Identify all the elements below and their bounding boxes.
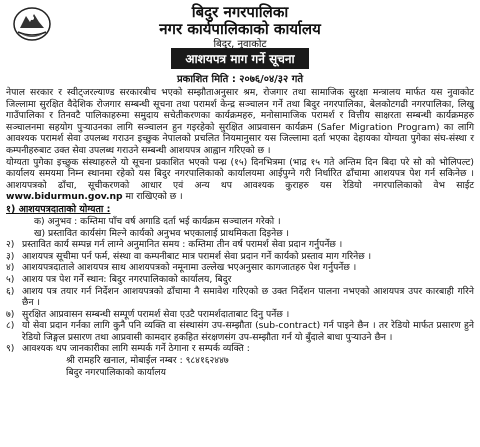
contact-office: बिदुर नगरपालिकाको कार्यालय [66,366,166,378]
list-item: २) प्रस्तावित कार्य सम्पन्न गर्न लाग्ने अनुमानित समय : कम्तिमा तीन वर्ष परामर्श सेवा प्रदान गर्नुपर्नेछ । [6,239,343,251]
list-item: ९) आवश्यक थप जानकारीका लागि सम्पर्क गर्ने ठेगाना र सम्पर्क व्यक्ति : [6,343,250,355]
list-item: ३) आशयपत्र सूचीमा पर्न फर्म, संस्था वा कम्पनीबाट मात्र परामर्श सेवा प्रदान गर्ने कार्यको प्रस्ताव माग गरिनेछ । [6,250,372,262]
intro-paragraph: नेपाल सरकार र स्वीट्जरल्याण्ड सरकारबीच भएको सम्झौताअनुसार श्रम, रोजगार तथा सामाजिक सुरक्षा मन्त्रालय मार्फत यस नुवाकोट जिल्लामा सुरक्षित वैदेशिक रोजगार सम्बन्धी सूचना तथा परामर्श केन्द्र सञ्चालन गर्ने तथा बिदुर नगरपालिका, बेलकोटगढी नगरपालिका, लिखु गाउँपालिका र तिनवटै पालिकाहरुमा समुदाय सचेतीकरणका कार्यक्रमहरु, मनोसामाजिक परामर्श र वित्तीय साक्षरता सम्बन्धी कार्यक्रमहरु सञ्चालनमा सहयोग पुऱ्याउनका लागि सञ्चालन हुन गइरहेको सुरक्षित आप्रवासन कार्यक्रम (Safer Migration Program) का लागि आवश्यक परामर्श सेवा उपलब्ध गराउन इच्छुक नेपालको प्रचलित नियमानुसार यस जिल्लामा दर्ता भएका देहायका योग्यता पुगेका संघ-संस्था र कम्पनीहरुबाट उक्त सेवा उपलब्ध गराउने सम्बन्धी आशयपत्र आह्वान गरिएको छ । [6,87,474,156]
list-item: ५) आशय पत्र पेश गर्ने स्थान: बिदुर नगरपालिकाको कार्यालय, बिदुर [6,273,232,285]
submission-text: योग्यता पुगेका इच्छुक संस्थाहरुले यो सूचना प्रकाशित भएको पन्ध्र (१५) दिनभित्रमा (भाद्र १५ गते अन्तिम दिन बिदा परे सो को भोलिपल्ट) कार्यालय समयमा निम्न स्थानमा रहेको यस बिदुर नगरपालिकाको कार्यालयमा आईपुग्ने गरी निर्धारित ढाँचामा आशयपत्र पेश गर्न सकिनेछ । आशयपत्रको ढाँचा, सूचीकरणको आधार एवं अन्य थप आवश्यक कुराहरु यस रेडियो नगरपालिकाको वेभ साईट [6,156,474,191]
list-item: ८) यो सेवा प्रदान गर्नका लागि कुनै पनि व्यक्ति वा संस्थासंग उप-सम्झौता (sub-contract) गर्न पाइने छैन । तर रेडियो मार्फत प्रसारण हुने रेडियो जिङ्गल प्रसारण तथा आप्रवासी कामदार हकहित संरक्षणसंग उप-सम्झौता गर्न यो बुँदाले बाधा पुऱ्याउने छैन । [6,320,474,343]
emblem-logo-icon [12,6,52,42]
notice-title: आशयपत्र माग गर्ने सूचना [171,48,308,69]
list-item: ६) आशय पत्र तयार गर्न निर्देशन आशयपत्रको ढाँचामा नै समावेश गरिएको छ उक्त निर्देशन पालना नभएको आशयपत्र उपर कारबाही गरिने छैन । [6,285,474,309]
office-name: नगर कार्यपालिकाको कार्यालय [159,20,321,39]
website-suffix: मा राखिएको छ । [122,191,183,203]
municipality-name: बिदुर नगरपालिका [191,3,289,21]
office-address: बिदुर, नुवाकोट [213,38,267,50]
website-link[interactable]: www.bidurmun.gov.np [6,191,123,203]
submission-paragraph [6,157,474,203]
published-date: प्रकाशित मिति : २०७६/०४/३२ गते [176,74,304,85]
qualification-heading: १) आशयपत्रदाताको योग्यता : [6,203,111,215]
qualification-item: क) अनुभव : कम्तिमा पाँच वर्ष अगाडि दर्ता भई कार्यक्रम सञ्चालन गरेको । [34,215,281,227]
contact-person: श्री रामहरि खनाल, मोबाईल नम्बर : ९८४१६२४४७ [66,355,229,367]
list-item: ७) सुरक्षित आप्रवासन सम्बन्धी सम्पूर्ण परामर्श सेवा एउटै परामर्शदाताबाट दिनु पर्नेछ । [6,308,290,320]
list-item: ४) आशयपत्रदाताले आशयपत्र साथ आशयपत्रको नमूनामा उल्लेख भएअनुसार कागजातहरु पेश गर्नुपर्नेछ । [6,262,357,274]
qualification-item: ख) प्रस्तावित कार्यसंग मिल्ने कार्यको अनुभव भएकालाई प्राथमिकता दिइनेछ । [34,227,290,239]
header [6,3,474,50]
